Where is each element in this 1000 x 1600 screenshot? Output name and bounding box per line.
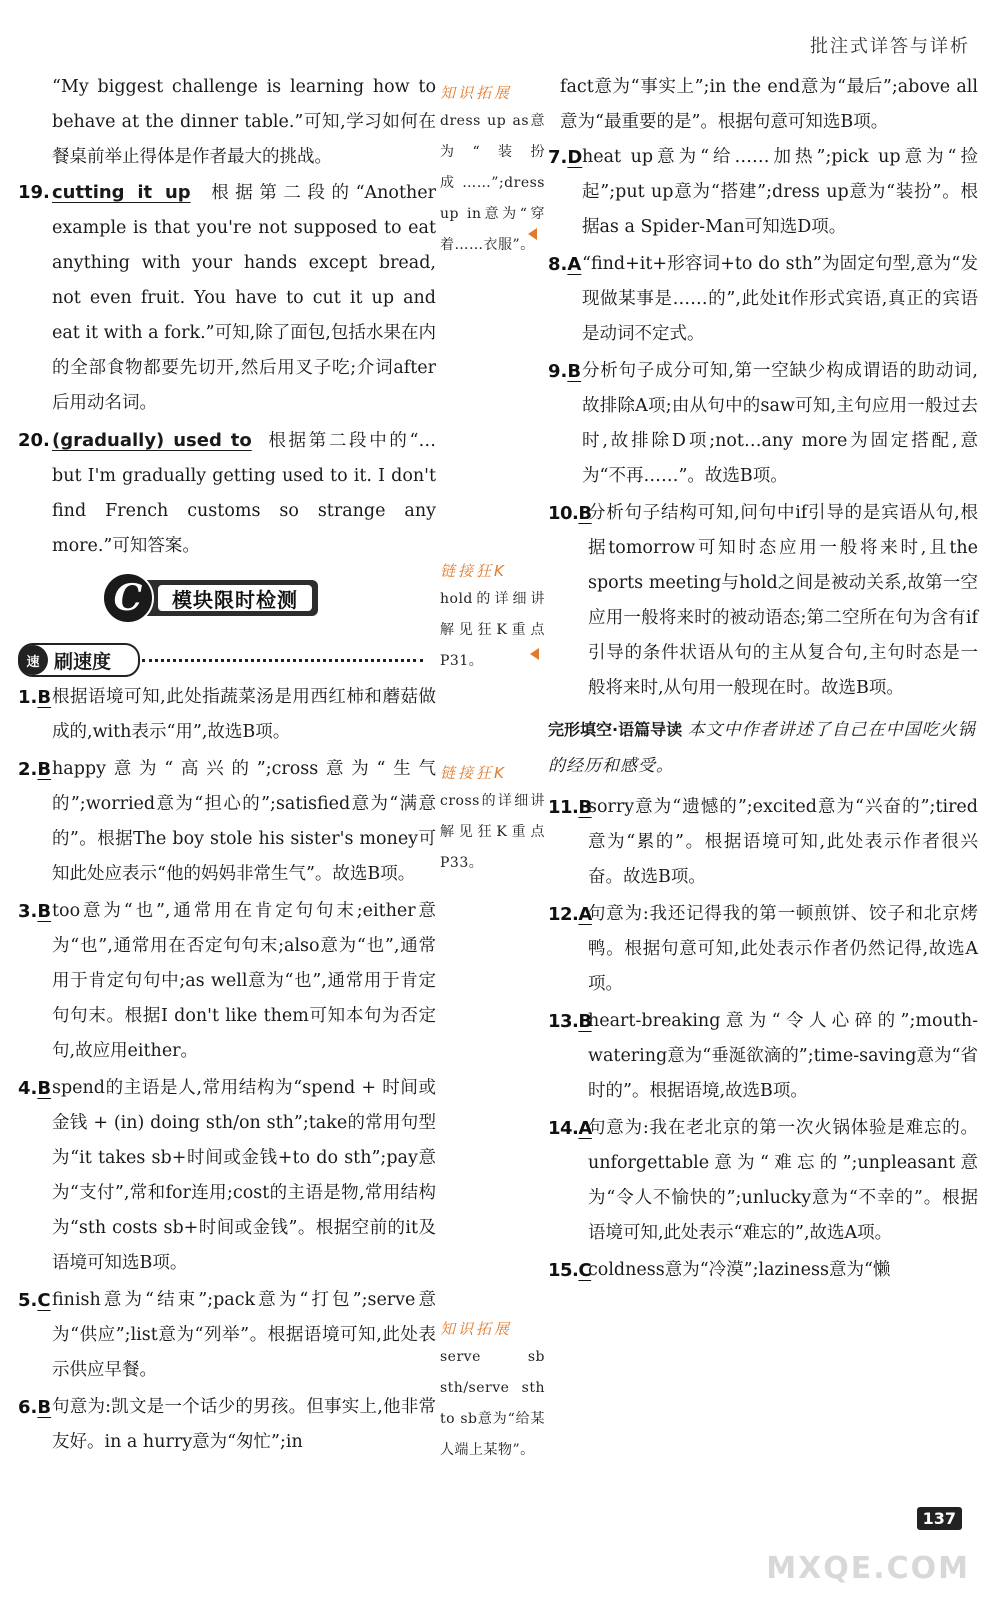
answer-item bbox=[548, 140, 978, 245]
explanation-text: 句意为:凯文是一个话少的男孩。但事实上,他非常友好。in a hurry意为“匆忙”;in bbox=[52, 1397, 436, 1452]
note-pointer-icon bbox=[530, 648, 539, 660]
item-number: 7. bbox=[548, 147, 568, 168]
note-title: 链接狂K bbox=[440, 562, 507, 580]
answer-letter: A bbox=[578, 904, 592, 925]
left-column bbox=[18, 70, 436, 566]
intro-paragraph: “My biggest challenge is learning how to behave at the dinner table.”可知,学习如何在餐桌前举止得体是作者最大的挑战。 bbox=[52, 77, 436, 167]
dotted-divider bbox=[142, 659, 423, 662]
answer-item-19 bbox=[18, 175, 436, 421]
page-number: 137 bbox=[917, 1507, 962, 1530]
answer-item bbox=[18, 752, 436, 892]
explanation-text: 句意为:我还记得我的第一顿煎饼、饺子和北京烤鸭。根据句意可知,此处表示作者仍然记得,故选A项。 bbox=[588, 904, 978, 994]
answer-item bbox=[548, 1253, 978, 1288]
item-number: 13. bbox=[548, 1011, 579, 1032]
note-text: hold的详细讲解见狂K重点P31。 bbox=[440, 591, 545, 669]
answer-item bbox=[548, 247, 978, 352]
item-number: 9. bbox=[548, 361, 568, 382]
answer-letter: A bbox=[578, 1118, 592, 1139]
speed-icon: 速 bbox=[18, 645, 48, 675]
answer-item-20 bbox=[18, 423, 436, 564]
cloze-label: 完形填空·语篇导读 bbox=[548, 720, 683, 739]
explanation-text: 句意为:我在老北京的第一次火锅体验是难忘的。unforgettable意为“难忘的”;unpleasant意为“令人不愉快的”;unlucky意为“不幸的”。根据语境可知,此处表示“难忘的”,故选A项。 bbox=[588, 1118, 978, 1243]
margin-note bbox=[440, 1318, 545, 1466]
explanation-text: 根据第二段的“Another example is that you're not supposed to eat anything with your hands except bread, not even fruit. You have to cut it up and eat it with a fork.”可知,除了面包,包括水果在内的全部食物都要先切开,然后用叉子吃;介词after后用动名词。 bbox=[52, 183, 436, 413]
speed-badge bbox=[18, 643, 140, 677]
speed-title: 刷速度 bbox=[54, 650, 112, 673]
item-number: 3. bbox=[18, 901, 38, 922]
answer-item bbox=[18, 680, 436, 750]
answer-item bbox=[548, 496, 978, 706]
answer-letter: B bbox=[37, 1078, 52, 1099]
answer-letter: B bbox=[37, 901, 52, 922]
speed-section-header bbox=[18, 643, 423, 675]
note-title: 链接狂K bbox=[440, 764, 507, 782]
module-test-banner bbox=[108, 577, 318, 619]
item-number: 15. bbox=[548, 1260, 579, 1281]
item-number: 2. bbox=[18, 759, 38, 780]
answer-letter: B bbox=[37, 687, 52, 708]
answer-item bbox=[548, 1004, 978, 1109]
note-text: cross的详细讲解见狂K重点P33。 bbox=[440, 793, 545, 871]
margin-note bbox=[440, 762, 545, 879]
explanation-text: “find+it+形容词+to do sth”为固定句型,意为“发现做某事是……的”,此处it作形式宾语,真正的宾语是动词不定式。 bbox=[582, 254, 978, 344]
answer-letter: B bbox=[567, 361, 582, 382]
explanation-text: 根据第二段中的“… but I'm gradually getting used to it. I don't find French customs so strange any more.”可知答案。 bbox=[52, 431, 436, 556]
note-title: 知识拓展 bbox=[440, 84, 513, 102]
explanation-text: finish意为“结束”;pack意为“打包”;serve意为“供应”;list意为“列举”。根据语境可知,此处表示供应早餐。 bbox=[52, 1290, 436, 1380]
item-number: 19. bbox=[18, 182, 50, 203]
note-text: serve sb sth/serve sth to sb意为“给某人端上某物”。 bbox=[440, 1349, 545, 1458]
answer-item bbox=[548, 1111, 978, 1251]
item-number: 5. bbox=[18, 1290, 38, 1311]
running-header: 批注式详答与详析 bbox=[810, 36, 970, 57]
answer-letter: B bbox=[578, 1011, 592, 1032]
answer-phrase: cutting it up bbox=[52, 182, 191, 203]
module-badge-icon: C bbox=[102, 572, 154, 624]
note-title: 知识拓展 bbox=[440, 1320, 513, 1338]
watermark: MXQE.COM bbox=[766, 1551, 970, 1586]
answer-letter: A bbox=[567, 254, 582, 275]
answer-letter: D bbox=[567, 147, 583, 168]
note-text: dress up as意为“装扮成……”;dress up in意为“穿着……衣服”。 bbox=[440, 113, 545, 253]
item-number: 10. bbox=[548, 503, 579, 524]
item-number: 12. bbox=[548, 904, 579, 925]
item-number: 14. bbox=[548, 1118, 579, 1139]
continued-paragraph: fact意为“事实上”;in the end意为“最后”;above all意为“最重要的是”。根据句意可知选B项。 bbox=[560, 77, 978, 132]
answer-item bbox=[548, 790, 978, 895]
right-column bbox=[548, 70, 978, 1290]
item-number: 8. bbox=[548, 254, 568, 275]
answer-letter: B bbox=[578, 503, 592, 524]
answer-phrase: (gradually) used to bbox=[52, 430, 252, 451]
explanation-text: 分析句子结构可知,问句中if引导的是宾语从句,根据tomorrow可知时态应用一般将来时,且the sports meeting与hold之间是被动关系,故第一空应用一般将来时的被动语态;第二空所在句为含有if引导的条件状语从句的主从复合句,主句时态是一般将来时,从句用一般现在时。故选B项。 bbox=[588, 503, 978, 698]
item-number: 20. bbox=[18, 430, 50, 451]
cloze-section-header bbox=[548, 712, 978, 784]
item-number: 6. bbox=[18, 1397, 38, 1418]
note-pointer-icon bbox=[528, 228, 537, 240]
answer-letter: B bbox=[37, 1397, 52, 1418]
explanation-text: too意为“也”,通常用在肯定句句末;either意为“也”,通常用在否定句句末;also意为“也”,通常用于肯定句句中;as well意为“也”,通常用于肯定句句末。根据I don't like them可知本句为否定句,故应用either。 bbox=[52, 901, 436, 1061]
answer-letter: C bbox=[578, 1260, 592, 1281]
explanation-text: happy意为“高兴的”;cross意为“生气的”;worried意为“担心的”;satisfied意为“满意的”。根据The boy stole his sister's money可知此处应表示“他的妈妈非常生气”。故选B项。 bbox=[52, 759, 436, 884]
item-number: 11. bbox=[548, 797, 579, 818]
answer-letter: B bbox=[37, 759, 52, 780]
answer-letter: C bbox=[37, 1290, 51, 1311]
answer-item bbox=[548, 354, 978, 494]
answer-item bbox=[18, 1071, 436, 1281]
item-number: 4. bbox=[18, 1078, 38, 1099]
answer-item bbox=[18, 1390, 436, 1460]
answer-item bbox=[548, 897, 978, 1002]
explanation-text: heart-breaking意为“令人心碎的”;mouth-watering意为“垂涎欲滴的”;time-saving意为“省时的”。根据语境,故选B项。 bbox=[588, 1011, 978, 1101]
answer-item bbox=[18, 1283, 436, 1388]
explanation-text: coldness意为“冷漠”;laziness意为“懒 bbox=[588, 1260, 891, 1280]
answer-letter: B bbox=[578, 797, 592, 818]
explanation-text: heat up意为“给……加热”;pick up意为“捡起”;put up意为“搭建”;dress up意为“装扮”。根据as a Spider-Man可知选D项。 bbox=[582, 147, 978, 237]
left-answers bbox=[18, 680, 436, 1462]
module-title: 模块限时检测 bbox=[158, 585, 312, 611]
answer-item bbox=[18, 894, 436, 1069]
cloze-intro: 本文中作者讲述了自己在中国吃火锅的经历和感受。 bbox=[548, 720, 976, 776]
explanation-text: 分析句子成分可知,第一空缺少构成谓语的助动词,故排除A项;由从句中的saw可知,主句应用一般过去时,故排除D项;not…any more为固定搭配,意为“不再……”。故选B项。 bbox=[582, 361, 978, 486]
explanation-text: 根据语境可知,此处指蔬菜汤是用西红柿和蘑菇做成的,with表示“用”,故选B项。 bbox=[52, 687, 436, 742]
explanation-text: sorry意为“遗憾的”;excited意为“兴奋的”;tired意为“累的”。根据语境可知,此处表示作者很兴奋。故选B项。 bbox=[588, 797, 978, 887]
explanation-text: spend的主语是人,常用结构为“spend + 时间或金钱 + (in) doing sth/on sth”;take的常用句型为“it takes sb+时间或金钱+to do sth”;pay意为“支付”,常和for连用;cost的主语是物,常用结构为“sth costs sb+时间或金钱”。根据空前的it及语境可知选B项。 bbox=[52, 1078, 436, 1273]
item-number: 1. bbox=[18, 687, 38, 708]
